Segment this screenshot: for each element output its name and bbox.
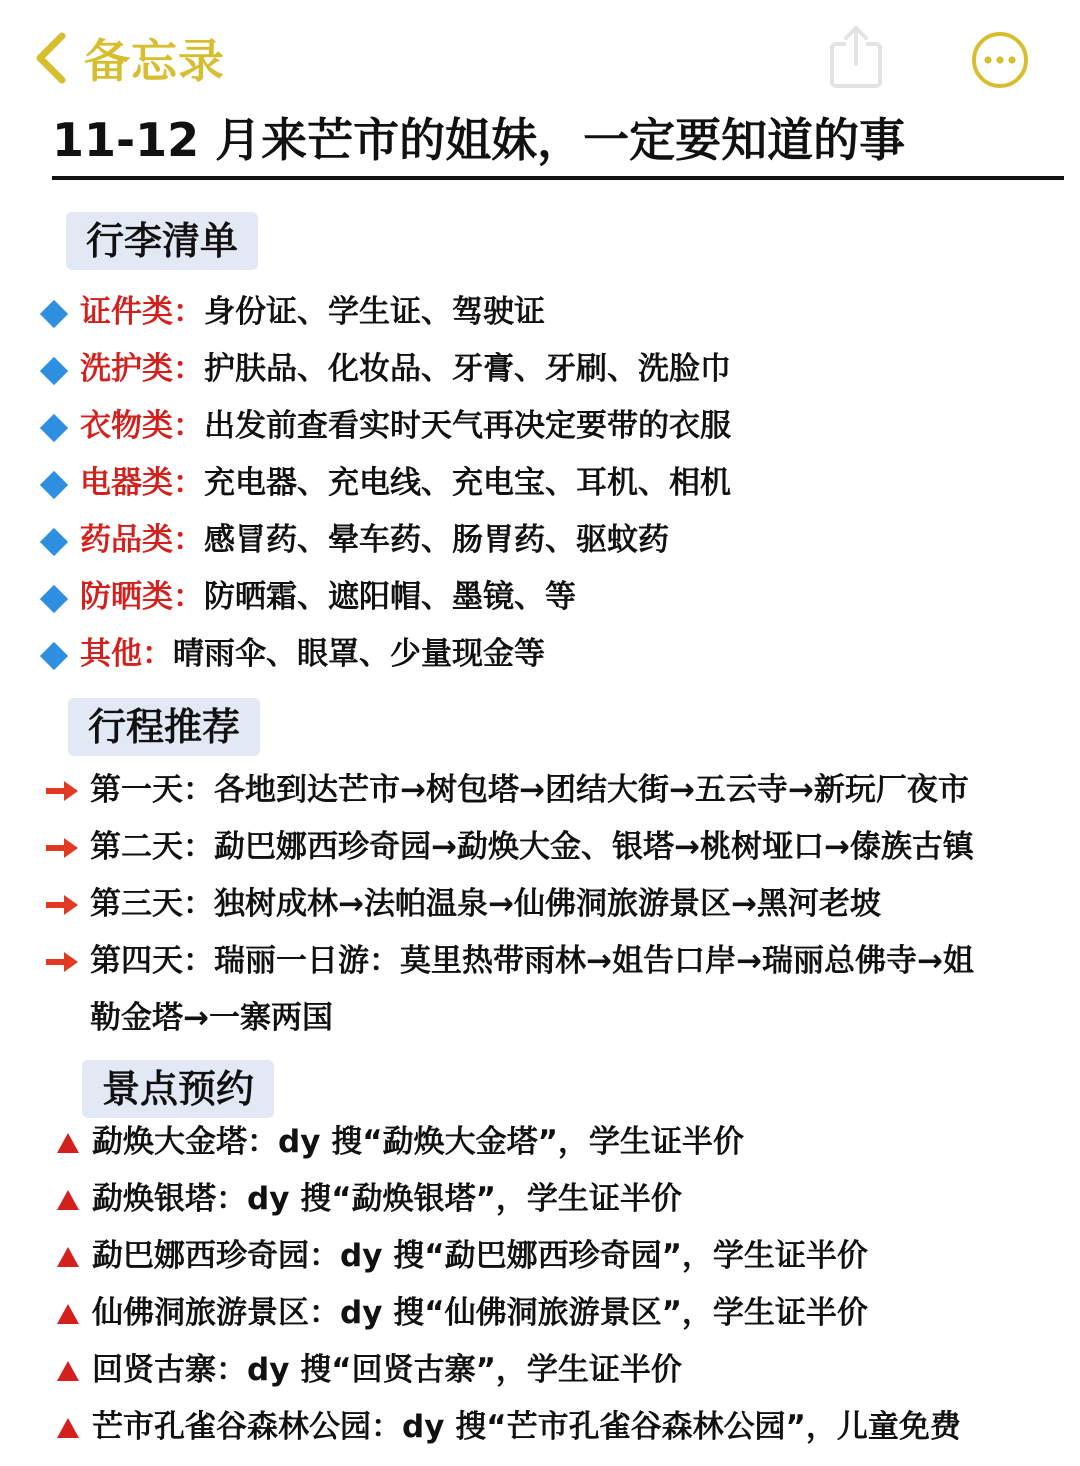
arrow-right-icon (44, 949, 80, 975)
more-button[interactable] (970, 30, 1030, 90)
booking-text: 勐焕大金塔：dy 搜“勐焕大金塔”，学生证半价 (92, 1124, 744, 1160)
item-category: 衣物类： (80, 408, 204, 444)
section-heading-booking: 景点预约 (82, 1060, 274, 1118)
top-nav (0, 0, 1080, 110)
back-label: 备忘录 (84, 34, 225, 88)
item-category: 洗护类： (80, 351, 204, 387)
list-item (0, 404, 1080, 461)
item-category: 药品类： (80, 522, 204, 558)
list-item (0, 347, 1080, 404)
more-dots-icon (970, 30, 1030, 90)
triangle-bullet-icon (56, 1246, 80, 1268)
item-category: 证件类： (80, 294, 204, 330)
list-item (0, 461, 1080, 518)
itinerary-text: 第一天：各地到达芒市→树包塔→团结大街→五云寺→新玩厂夜市 (90, 772, 969, 808)
list-item (0, 1348, 1080, 1405)
booking-text: 勐焕银塔：dy 搜“勐焕银塔”，学生证半价 (92, 1181, 682, 1217)
list-item (0, 825, 1080, 882)
item-content: 护肤品、化妆品、牙膏、牙刷、洗脸巾 (204, 351, 731, 387)
section-heading-itinerary: 行程推荐 (68, 698, 260, 756)
item-content: 晴雨伞、眼罩、少量现金等 (173, 636, 545, 672)
share-button[interactable] (828, 22, 884, 90)
page-title: 11-12 月来芒市的姐妹，一定要知道的事 (52, 113, 906, 167)
itinerary-text: 第四天：瑞丽一日游：莫里热带雨林→姐告口岸→瑞丽总佛寺→姐 (90, 943, 974, 979)
triangle-bullet-icon (56, 1132, 80, 1154)
item-content: 出发前查看实时天气再决定要带的衣服 (204, 408, 731, 444)
list-item (0, 1234, 1080, 1291)
list-item-continuation (0, 996, 1080, 1053)
diamond-bullet-icon (40, 300, 68, 328)
list-item (0, 575, 1080, 632)
diamond-bullet-icon (40, 528, 68, 556)
diamond-bullet-icon (40, 471, 68, 499)
triangle-bullet-icon (56, 1303, 80, 1325)
chevron-left-icon (30, 30, 70, 86)
list-item (0, 632, 1080, 689)
list-item (0, 768, 1080, 825)
item-category: 防晒类： (80, 579, 204, 615)
itinerary-text: 第二天：勐巴娜西珍奇园→勐焕大金、银塔→桃树垭口→傣族古镇 (90, 829, 974, 865)
diamond-bullet-icon (40, 357, 68, 385)
arrow-right-icon (44, 778, 80, 804)
itinerary-text: 第三天：独树成林→法帕温泉→仙佛洞旅游景区→黑河老坡 (90, 886, 881, 922)
item-category: 电器类： (80, 465, 204, 501)
triangle-bullet-icon (56, 1189, 80, 1211)
list-item (0, 1177, 1080, 1234)
booking-text: 芒市孔雀谷森林公园：dy 搜“芒市孔雀谷森林公园”，儿童免费 (92, 1409, 961, 1445)
title-divider (52, 176, 1064, 180)
diamond-bullet-icon (40, 585, 68, 613)
item-category: 其他： (80, 636, 173, 672)
item-content: 充电器、充电线、充电宝、耳机、相机 (204, 465, 731, 501)
list-item (0, 939, 1080, 996)
list-item (0, 290, 1080, 347)
arrow-right-icon (44, 892, 80, 918)
diamond-bullet-icon (40, 414, 68, 442)
booking-text: 回贤古寨：dy 搜“回贤古寨”，学生证半价 (92, 1352, 682, 1388)
list-item (0, 1291, 1080, 1348)
item-content: 感冒药、晕车药、肠胃药、驱蚊药 (204, 522, 669, 558)
list-item (0, 882, 1080, 939)
item-content: 身份证、学生证、驾驶证 (204, 294, 545, 330)
diamond-bullet-icon (40, 642, 68, 670)
arrow-right-icon (44, 835, 80, 861)
itinerary-text-continued: 勒金塔→一寨两国 (90, 1000, 333, 1036)
back-button[interactable] (30, 28, 225, 88)
booking-text: 仙佛洞旅游景区：dy 搜“仙佛洞旅游景区”，学生证半价 (92, 1295, 868, 1331)
list-item (0, 518, 1080, 575)
section-heading-luggage: 行李清单 (66, 212, 258, 270)
triangle-bullet-icon (56, 1417, 80, 1439)
booking-text: 勐巴娜西珍奇园：dy 搜“勐巴娜西珍奇园”，学生证半价 (92, 1238, 868, 1274)
share-icon (828, 22, 884, 90)
item-content: 防晒霜、遮阳帽、墨镜、等 (204, 579, 576, 615)
list-item (0, 1405, 1080, 1462)
triangle-bullet-icon (56, 1360, 80, 1382)
list-item (0, 1120, 1080, 1177)
